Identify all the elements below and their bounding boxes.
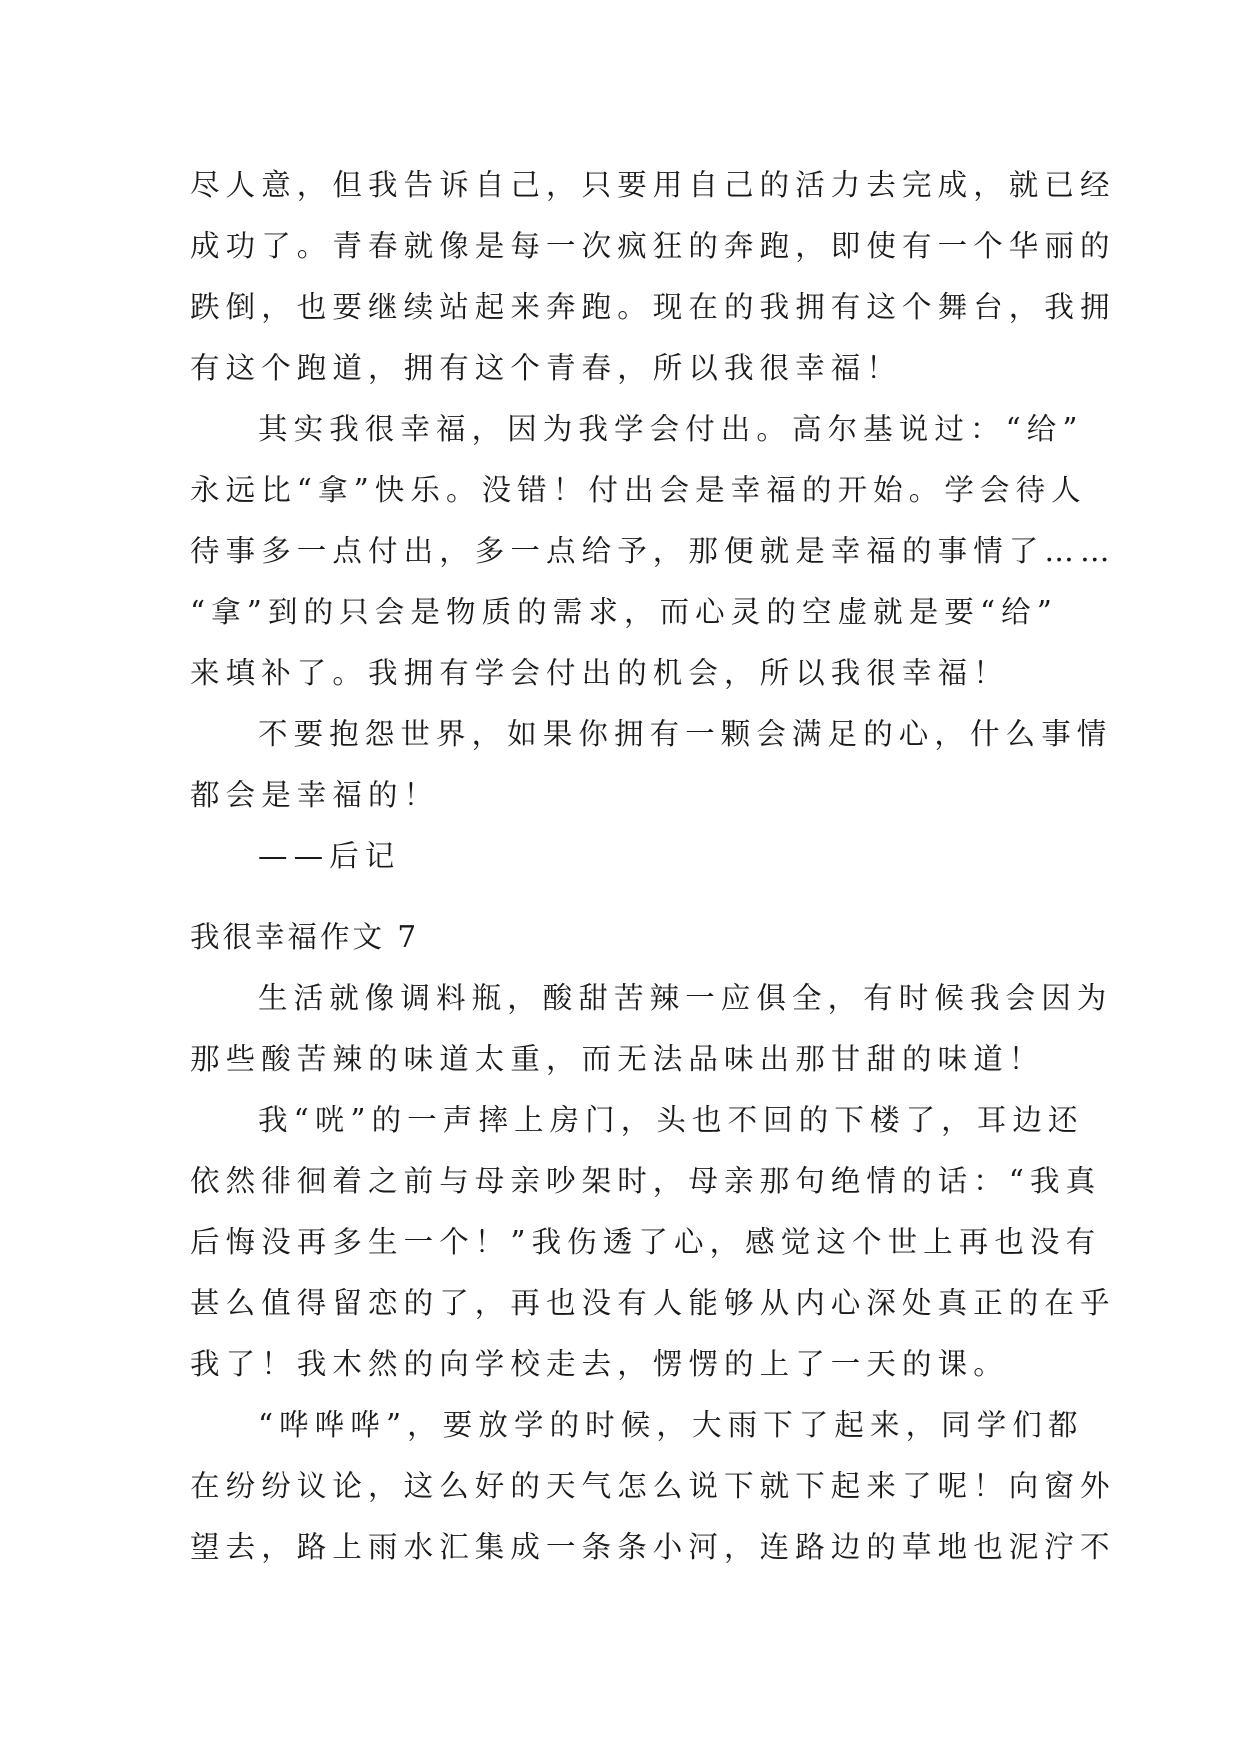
text-line: 甚么值得留恋的了，再也没有人能够从内心深处真正的在乎 [190, 1286, 1116, 1320]
text-line: 都会是幸福的！ [190, 778, 440, 812]
text-line: 那些酸苦辣的味道太重，而无法品味出那甘甜的味道！ [190, 1042, 1045, 1076]
text-line: 尽人意，但我告诉自己，只要用自己的活力去完成，就已经 [190, 168, 1116, 202]
text-line: 我了！我木然的向学校走去，愣愣的上了一天的课。 [190, 1347, 1009, 1381]
text-line: 在纷纷议论，这么好的天气怎么说下就下起来了呢！向窗外 [190, 1469, 1116, 1503]
text-line: 其实我很幸福，因为我学会付出。高尔基说过：“给” [258, 412, 1084, 446]
text-line: 不要抱怨世界，如果你拥有一颗会满足的心，什么事情 [258, 717, 1113, 751]
text-line: 依然徘徊着之前与母亲吵架时，母亲那句绝情的话：“我真 [190, 1164, 1102, 1198]
text-line: 生活就像调料瓶，酸甜苦辣一应俱全，有时候我会因为 [258, 981, 1113, 1015]
essay-body-part-2 [190, 968, 1116, 1578]
text-line: 成功了。青春就像是每一次疯狂的奔跑，即使有一个华丽的 [190, 229, 1116, 263]
text-line: 望去，路上雨水汇集成一条条小河，连路边的草地也泥泞不 [190, 1530, 1116, 1564]
text-line: 有这个跑道，拥有这个青春，所以我很幸福！ [190, 351, 903, 385]
section-heading: 我很幸福作文 7 [190, 920, 420, 954]
text-line: 后悔没再多生一个！”我伤透了心，感觉这个世上再也没有 [190, 1225, 1102, 1259]
text-line: “拿”到的只会是物质的需求，而心灵的空虚就是要“给” [190, 595, 1058, 629]
section-heading-wrapper [190, 907, 1050, 968]
text-line: 来填补了。我拥有学会付出的机会，所以我很幸福！ [190, 656, 1009, 690]
text-line: 永远比“拿”快乐。没错！付出会是幸福的开始。学会待人 [190, 473, 1087, 507]
text-line: 我“咣”的一声摔上房门，头也不回的下楼了，耳边还 [258, 1103, 1084, 1137]
text-line: 待事多一点付出，多一点给予，那便就是幸福的事情了…… [190, 534, 1116, 568]
text-line: “哗哗哗”，要放学的时候，大雨下了起来，同学们都 [258, 1408, 1084, 1442]
afterword-signature: ——后记 [258, 839, 401, 873]
text-line: 跌倒，也要继续站起来奔跑。现在的我拥有这个舞台，我拥 [190, 290, 1116, 324]
essay-body-part-1 [190, 155, 1116, 887]
